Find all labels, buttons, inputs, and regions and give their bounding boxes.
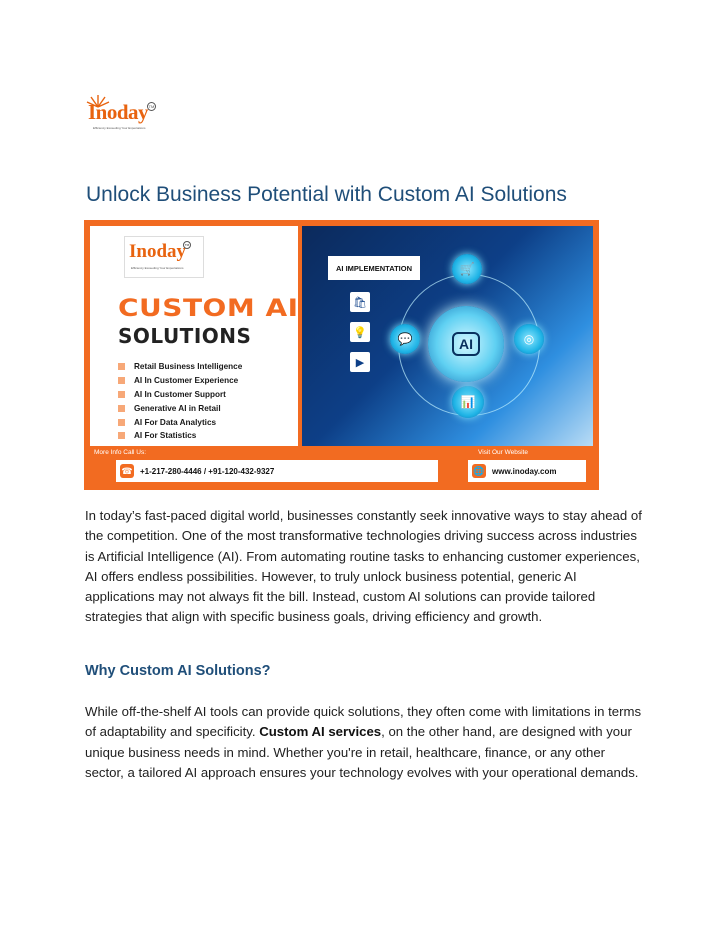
service-item xyxy=(118,401,242,415)
phone-icon: ☎ xyxy=(120,464,134,478)
service-item xyxy=(118,429,242,443)
bullet-square-icon xyxy=(118,405,125,412)
website-label: Visit Our Website xyxy=(478,449,528,456)
service-label: AI In Customer Support xyxy=(134,389,226,399)
paragraph-text-before: While off-the-shelf AI tools can provide quick solutions, they often come with limitations in terms of adaptability and specificity. xyxy=(85,704,642,740)
banner-trademark-mark: TM xyxy=(184,243,190,247)
lightbulb-gear-icon: 💡 xyxy=(350,322,370,342)
video-play-icon: ▶ xyxy=(350,352,370,372)
trademark-mark: TM xyxy=(148,104,155,109)
phone-numbers: +1-217-280-4446 / +91-120-432-9327 xyxy=(140,466,275,476)
company-logo xyxy=(88,100,158,138)
service-label: Retail Business Intelligence xyxy=(134,362,243,372)
service-label: AI For Statistics xyxy=(134,431,197,441)
website-bar xyxy=(468,460,586,482)
page-title: Unlock Business Potential with Custom AI Solutions xyxy=(86,183,567,206)
globe-icon: 🌐 xyxy=(472,464,486,478)
website-url: www.inoday.com xyxy=(492,466,557,476)
analytics-chart-icon: 📊 xyxy=(452,386,484,418)
service-list xyxy=(118,360,242,443)
banner-heading-solutions: SOLUTIONS xyxy=(118,324,252,348)
custom-ai-services-bold: Custom AI services xyxy=(259,724,382,740)
logo-brand: Inoday xyxy=(88,100,149,124)
chat-bubble-icon: 💬 xyxy=(390,324,420,354)
banner-heading-custom-ai: CUSTOM AI xyxy=(118,294,299,323)
why-custom-paragraph xyxy=(85,702,645,783)
service-item xyxy=(118,415,242,429)
intro-paragraph: In today’s fast-paced digital world, businesses constantly seek innovative ways to stay ahead of the competition. One of the most transformative technologies driving success across industries is Artificial Intelligence (AI). From automating routine tasks to enhancing customer experiences, AI offers endless possibilities. However, to truly unlock business potential, generic AI applications may not always fit the bill. Instead, custom AI solutions can provide tailored strategies that align with specific business goals, driving efficiency and growth. xyxy=(85,508,642,625)
banner-logo-tagline: Efficiency Exceeding Your Expectations xyxy=(131,266,184,270)
contact-label: More Info Call Us: xyxy=(94,449,147,456)
service-item xyxy=(118,374,242,388)
service-label: AI In Customer Experience xyxy=(134,376,239,386)
bullet-square-icon xyxy=(118,432,125,439)
ai-center-label: AI xyxy=(452,332,480,356)
bullet-square-icon xyxy=(118,419,125,426)
ai-implementation-visual xyxy=(302,226,593,446)
banner-logo-brand: Inoday xyxy=(129,241,187,262)
custom-ai-banner xyxy=(84,220,599,490)
bullet-square-icon xyxy=(118,391,125,398)
service-label: AI For Data Analytics xyxy=(134,417,217,427)
shopping-bag-icon: 🛍 xyxy=(350,292,370,312)
cart-icon: 🛒 xyxy=(452,254,482,284)
paragraph-text-after: , on the other hand, are designed with your unique business needs in mind. Whether you're in retail, healthcare, finance, or any other sector, a tailored AI approach ensures your technology evolves with your operational demands. xyxy=(85,724,639,780)
target-icon: ◎ xyxy=(514,324,544,354)
service-item xyxy=(118,360,242,374)
ai-chip-icon xyxy=(428,306,504,382)
bullet-square-icon xyxy=(118,363,125,370)
phone-bar xyxy=(116,460,438,482)
service-item xyxy=(118,388,242,402)
banner-logo xyxy=(124,236,204,278)
banner-left-panel xyxy=(90,226,298,446)
service-label: Generative AI in Retail xyxy=(134,403,221,413)
section-heading: Why Custom AI Solutions? xyxy=(85,663,271,679)
logo-tagline: Efficiency Exceeding Your Expectations xyxy=(93,126,146,130)
bullet-square-icon xyxy=(118,377,125,384)
ai-implementation-label: AI IMPLEMENTATION xyxy=(328,256,420,280)
